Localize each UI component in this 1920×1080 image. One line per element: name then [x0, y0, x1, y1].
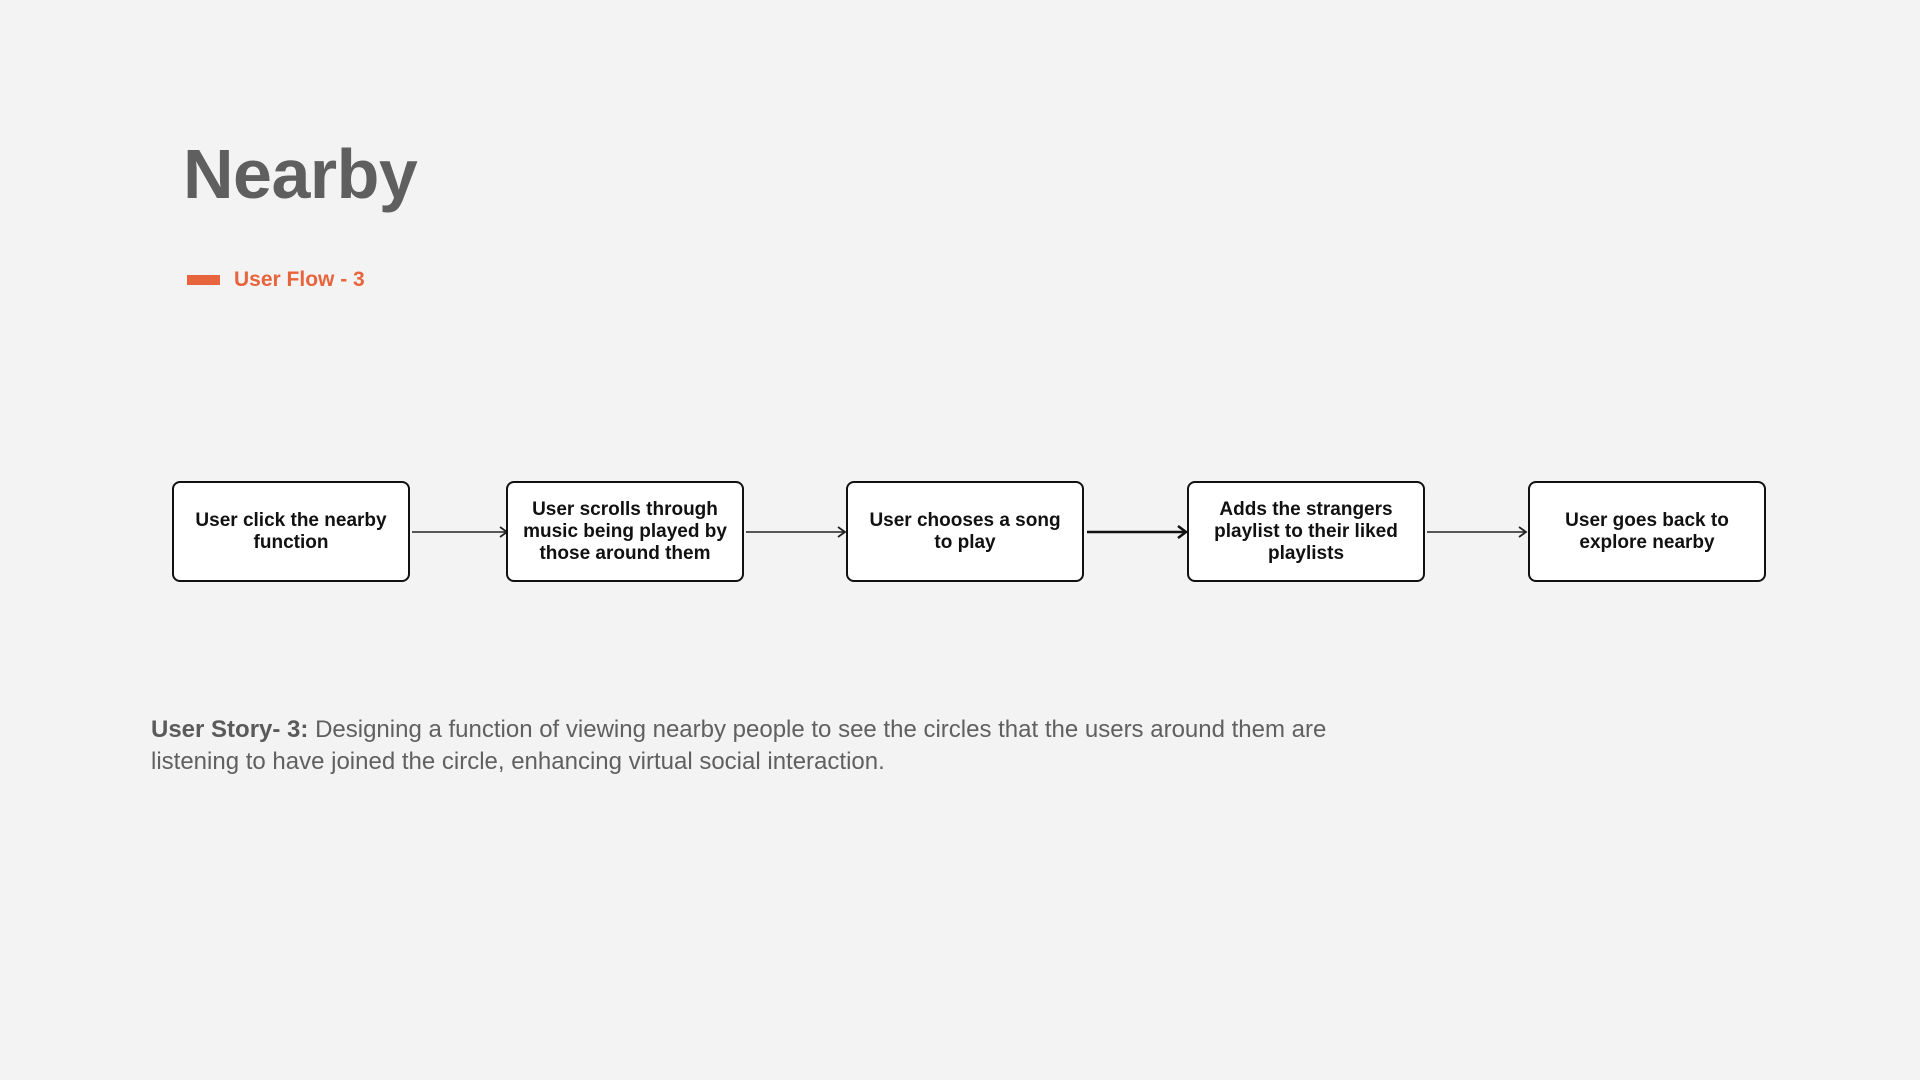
flow-step-label: User goes back to explore nearby [1565, 509, 1729, 553]
flow-arrow-1 [412, 522, 510, 542]
flow-arrow-3 [1087, 522, 1189, 542]
page-title: Nearby [183, 135, 418, 213]
flow-step-5 [1528, 481, 1766, 582]
accent-bar [187, 275, 220, 285]
flow-step-4 [1187, 481, 1425, 582]
flow-step-label: User chooses a song to play [869, 509, 1061, 553]
flow-step-label: Adds the strangers playlist to their liked playlists [1214, 498, 1398, 564]
user-story-text: Designing a function of viewing nearby people to see the circles that the users around them are listening to have joined the circle, enhancing virtual social interaction. [151, 716, 1327, 775]
flow-step-1 [172, 481, 410, 582]
flow-step-3 [846, 481, 1084, 582]
flow-step-label: User click the nearby function [195, 509, 387, 553]
user-story [151, 714, 1411, 778]
subtitle: User Flow - 3 [234, 268, 365, 291]
subtitle-row [187, 265, 365, 295]
flow-arrow-4 [1427, 522, 1529, 542]
user-story-label: User Story- 3: [151, 716, 309, 743]
flow-arrow-2 [746, 522, 848, 542]
flow-step-2 [506, 481, 744, 582]
flow-step-label: User scrolls through music being played by those around them [523, 498, 727, 564]
